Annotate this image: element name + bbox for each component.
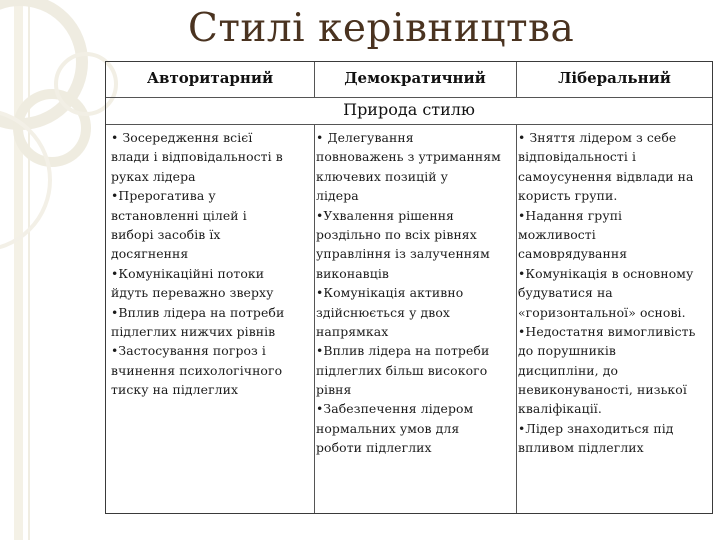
header-democratic: Демократичний — [344, 69, 486, 87]
page-title: Стилі керівництва — [188, 6, 575, 51]
text-line: встановленні цілей і — [111, 207, 247, 223]
header-authoritarian: Авторитарний — [146, 69, 274, 87]
text-line: лідера — [316, 188, 359, 204]
text-line: самоврядування — [518, 246, 628, 262]
text-line: •Лідер знаходиться під — [518, 420, 674, 436]
section-row-style-nature: Природа стилю — [106, 97, 712, 125]
text-line: руках лідера — [111, 168, 196, 184]
text-line: досягнення — [111, 246, 189, 262]
text-line: користь групи. — [518, 188, 618, 204]
text-line: •Комунікаційні потоки — [111, 265, 265, 281]
text-line: управління із залученням — [316, 246, 490, 262]
text-line: •Прерогатива у — [111, 188, 216, 204]
text-line: • Зосередження всієї — [111, 130, 253, 145]
text-line: влади і відповідальності в — [111, 149, 283, 165]
text-line: • Зняття лідером з себе — [518, 130, 677, 145]
text-line: самоусунення відвлади на — [518, 168, 694, 184]
text-line: •Надання групі — [518, 207, 623, 223]
header-divider-2 — [516, 62, 517, 97]
text-line: •Комунікація активно — [316, 285, 464, 301]
column-liberal — [518, 128, 712, 458]
text-line: рівня — [316, 382, 352, 398]
header-row — [106, 62, 712, 98]
text-line: підлеглих нижчих рівнів — [111, 323, 276, 339]
column-democratic — [316, 128, 514, 458]
text-line: нормальних умов для — [316, 420, 460, 436]
body-divider-1 — [314, 124, 315, 513]
text-line: виконавців — [316, 265, 389, 281]
text-line: • Делегування — [316, 130, 414, 145]
text-line: повноважень з утриманням — [316, 149, 501, 165]
column-authoritarian — [111, 128, 311, 399]
text-line: •Вплив лідера на потреби — [316, 343, 490, 359]
text-line: кваліфікації. — [518, 401, 602, 417]
text-line: •Недостатня вимогливість — [518, 323, 696, 339]
text-line: вчинення психологічного — [111, 362, 283, 378]
text-line: роботи підлеглих — [316, 440, 432, 456]
body-divider-2 — [516, 124, 517, 513]
text-line: дисципліни, до — [518, 362, 619, 378]
header-divider-1 — [314, 62, 315, 97]
text-line: підлеглих більш високого — [316, 362, 488, 378]
text-line: •Ухвалення рішення — [316, 207, 454, 223]
text-line: здійснюється у двох — [316, 304, 451, 320]
text-line: йдуть переважно зверху — [111, 285, 274, 301]
text-line: можливості — [518, 226, 596, 242]
text-line: впливом підлеглих — [518, 440, 644, 456]
text-line: до порушників — [518, 343, 616, 359]
text-line: тиску на підлеглих — [111, 382, 239, 398]
text-line: відповідальності і — [518, 149, 637, 165]
leadership-styles-table — [105, 61, 713, 514]
text-line: «горизонтальної» основі. — [518, 304, 686, 320]
text-line: будуватися на — [518, 285, 613, 301]
text-line: ключевих позицій у — [316, 168, 449, 184]
text-line: •Комунікація в основному — [518, 265, 694, 281]
text-line: •Застосування погроз і — [111, 343, 266, 359]
text-line: •Забезпечення лідером — [316, 401, 474, 417]
text-line: напрямках — [316, 323, 389, 339]
text-line: •Вплив лідера на потреби — [111, 304, 285, 320]
text-line: роздільно по всіх рівнях — [316, 226, 477, 242]
text-line: невиконуваності, низької — [518, 382, 687, 398]
header-liberal: Ліберальний — [558, 69, 671, 87]
text-line: виборі засобів їх — [111, 226, 221, 242]
